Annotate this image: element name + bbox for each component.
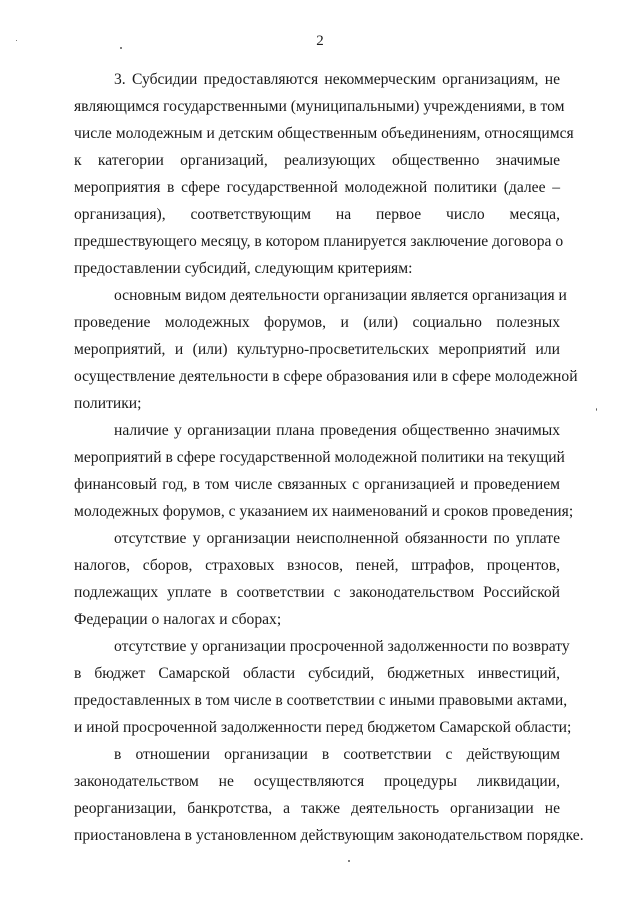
paragraph-events-plan — [74, 417, 574, 525]
text-line: предшествующего месяцу, в котором планируется заключение договора о — [74, 233, 564, 250]
scan-speck — [16, 40, 17, 41]
text-line: к категории организаций, реализующих общественно значимые — [74, 152, 560, 169]
text-line: подлежащих уплате в соответствии с законодательством Российской — [74, 584, 560, 601]
paragraph-liquidation — [74, 741, 584, 849]
text-line: реорганизации, банкротства, а также деятельность организации не — [74, 800, 560, 817]
text-line: 3. Субсидии предоставляются некоммерческим организациям, не — [114, 71, 560, 88]
text-line: числе молодежным и детским общественным объединениям, относящимся — [74, 125, 574, 142]
document-body — [74, 66, 584, 849]
text-line: молодежных форумов, с указанием их наименований и сроков проведения; — [74, 503, 574, 520]
paragraph-tax-obligations — [74, 525, 560, 633]
text-line: мероприятий в сфере государственной молодежной политики на текущий — [74, 449, 565, 466]
text-line: приостановлена в установленном действующим законодательством порядке. — [74, 827, 584, 844]
text-line: осуществление деятельности в сфере образования или в сфере молодежной — [74, 368, 578, 385]
scan-speck — [120, 47, 122, 49]
text-line: политики; — [74, 395, 142, 412]
text-line: отсутствие у организации неисполненной обязанности по уплате — [114, 530, 560, 547]
page-number: 2 — [316, 33, 324, 49]
text-line: и иной просроченной задолженности перед бюджетом Самарской области; — [74, 719, 572, 736]
text-line: отсутствие у организации просроченной задолженности по возврату — [114, 638, 570, 655]
paragraph-main-activity — [74, 282, 578, 417]
text-line: основным видом деятельности организации является организация и — [114, 287, 567, 304]
scan-speck — [596, 408, 597, 411]
paragraph-budget-debt — [74, 633, 572, 741]
text-line: в отношении организации в соответствии с действующим — [114, 746, 560, 763]
text-line: финансовый год, в том числе связанных с организацией и проведением — [74, 476, 560, 493]
text-line: наличие у организации плана проведения общественно значимых — [114, 422, 560, 439]
text-line: налогов, сборов, страховых взносов, пеней, штрафов, процентов, — [74, 557, 560, 574]
text-line: Федерации о налогах и сборах; — [74, 611, 282, 628]
text-line: организация), соответствующим на первое число месяца, — [74, 206, 560, 223]
text-line: предоставленных в том числе в соответствии с иными правовыми актами, — [74, 692, 568, 709]
text-line: законодательством не осуществляются процедуры ликвидации, — [74, 773, 560, 790]
text-line: мероприятий, и (или) культурно-просветительских мероприятий или — [74, 341, 560, 358]
text-line: мероприятия в сфере государственной молодежной политики (далее – — [74, 179, 560, 196]
text-line: в бюджет Самарской области субсидий, бюджетных инвестиций, — [74, 665, 560, 682]
paragraph-subsidies-criteria — [74, 66, 574, 282]
text-line: являющимся государственными (муниципальными) учреждениями, в том — [74, 98, 565, 115]
text-line: проведение молодежных форумов, и (или) социально полезных — [74, 314, 560, 331]
text-line: предоставлении субсидий, следующим критериям: — [74, 260, 413, 277]
scan-speck — [348, 860, 350, 862]
